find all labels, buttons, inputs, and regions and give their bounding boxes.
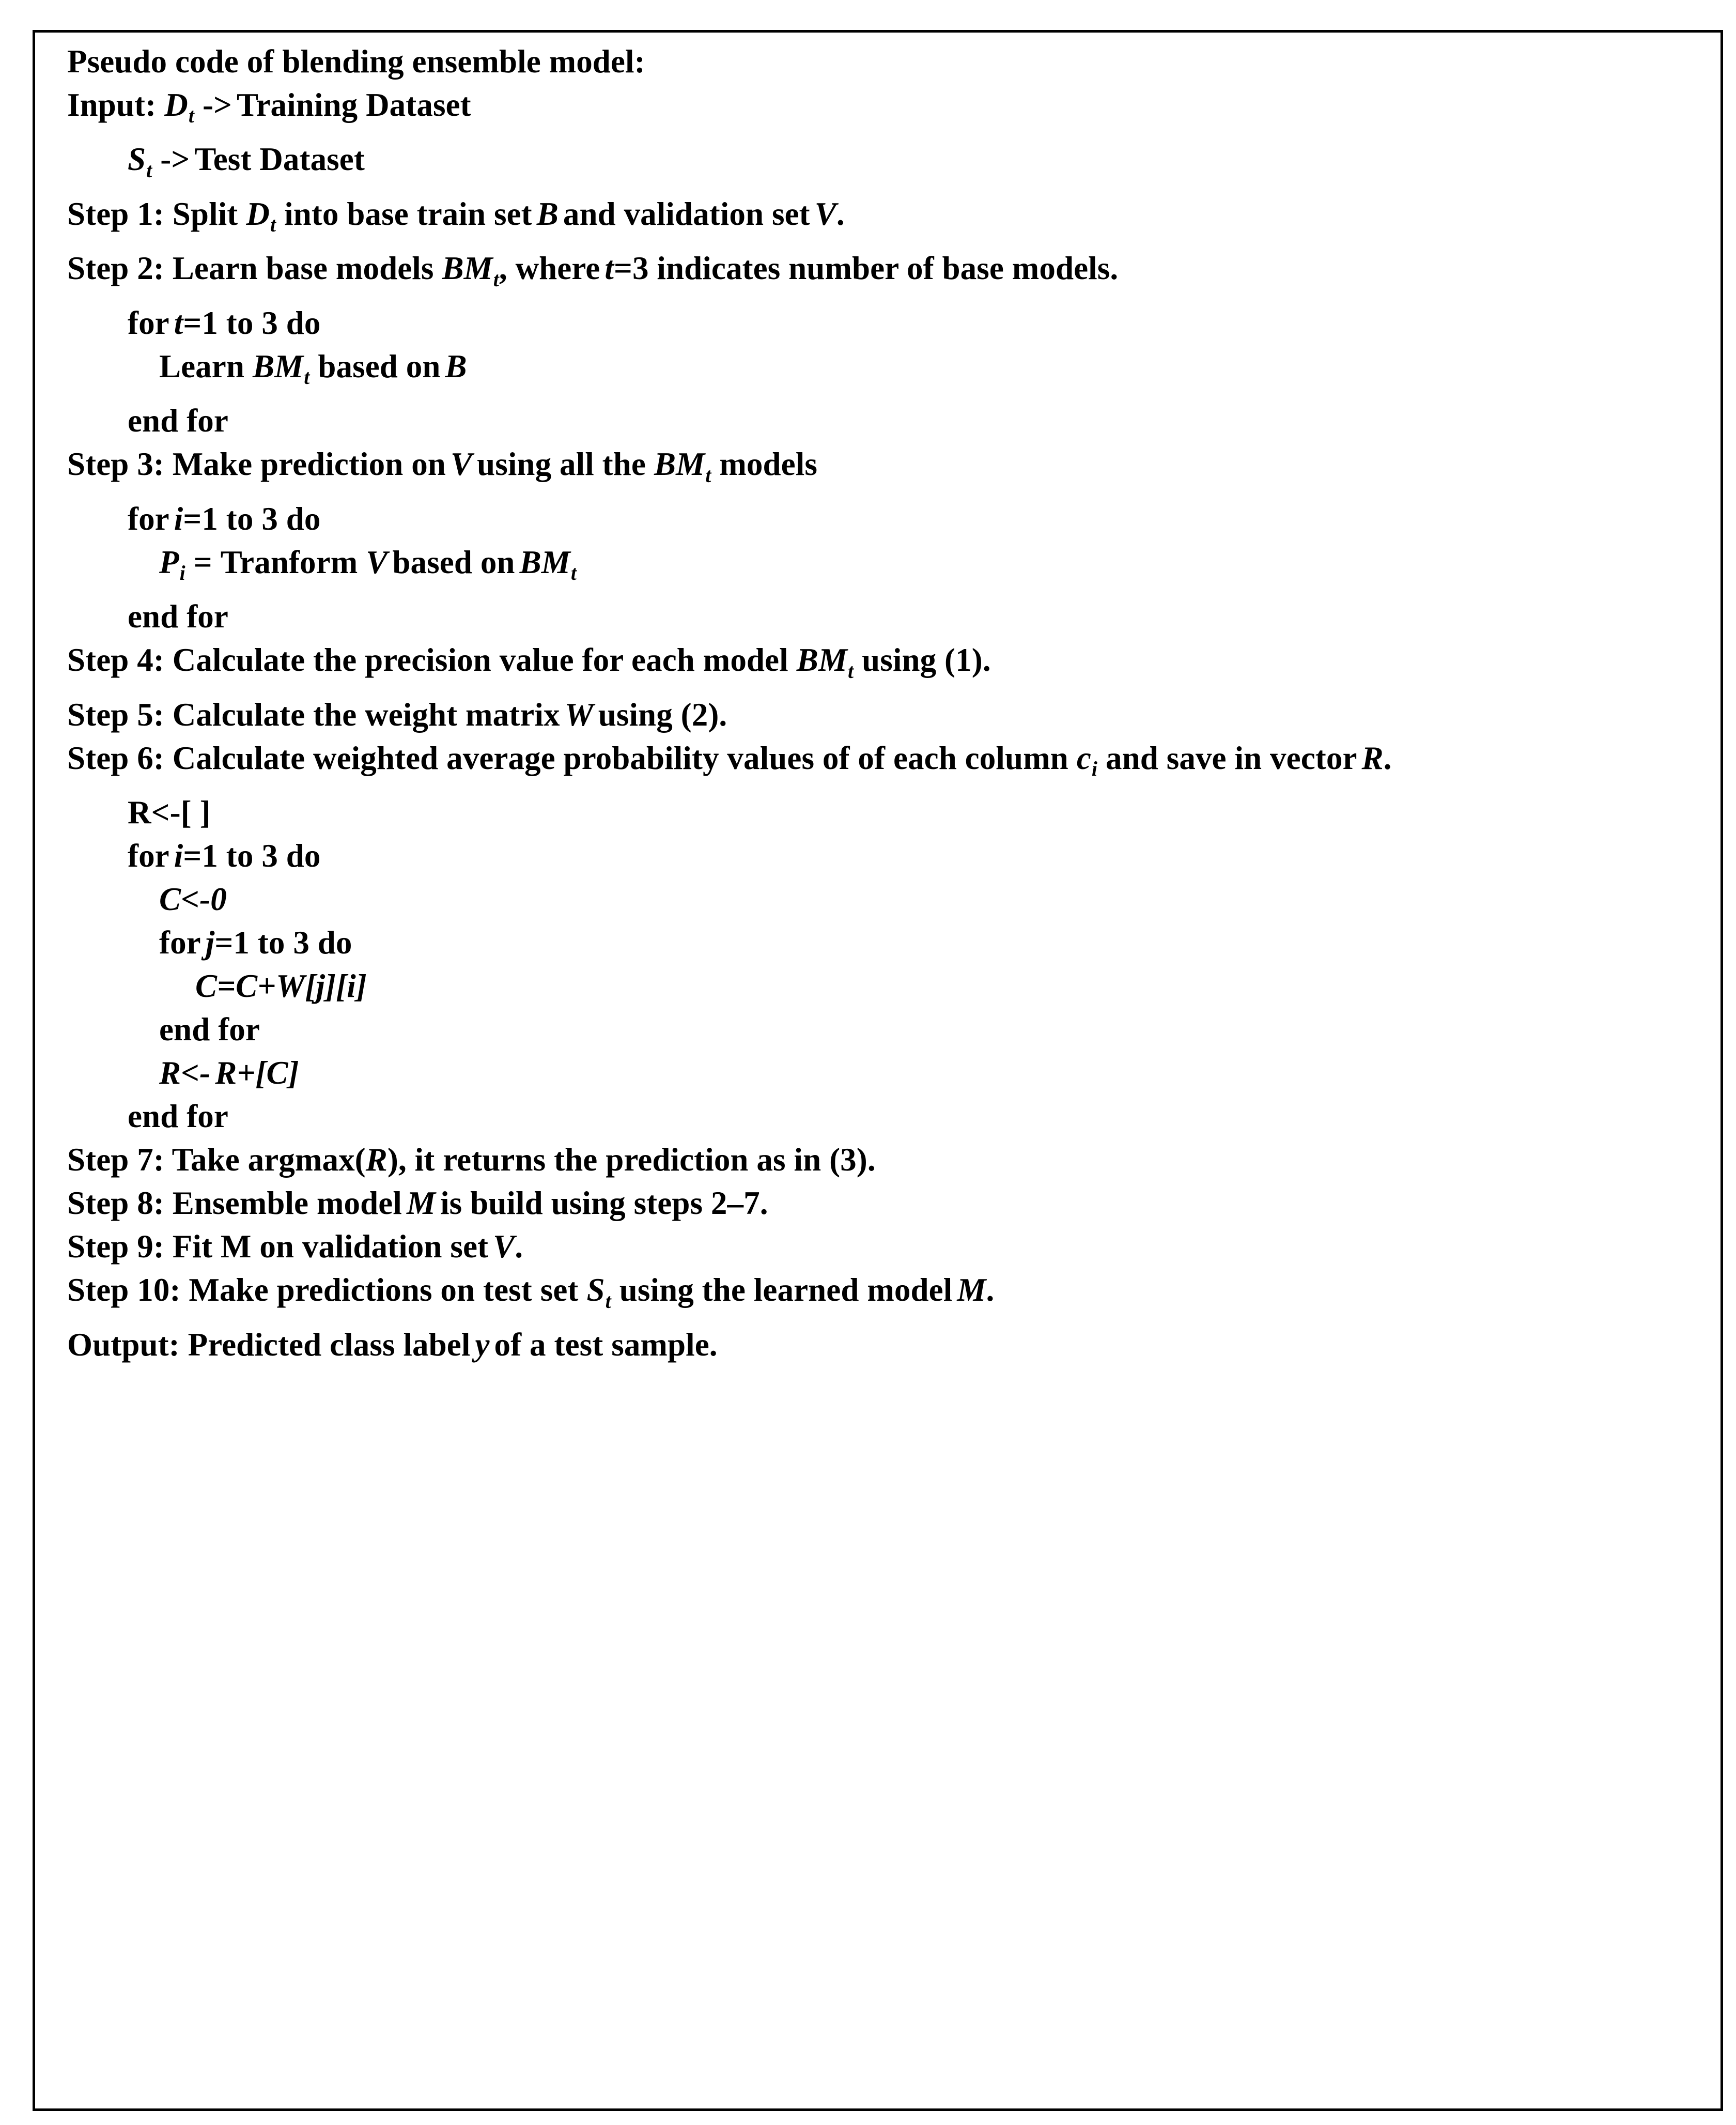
step-3-prefix: Step 3: Make prediction on (67, 446, 446, 483)
step-6-prefix: Step 6: Calculate weighted average probability values of of each column (67, 740, 1068, 776)
output-suffix: of a test sample. (494, 1326, 718, 1363)
step-9-suffix: . (515, 1228, 523, 1265)
learn-var-b: B (445, 348, 467, 384)
end-for-line-1 (67, 399, 1711, 442)
input-training-line (67, 83, 1711, 137)
step-6-subscript: i (1091, 758, 1097, 781)
loop-var-i: i (174, 838, 183, 874)
for-keyword: for (128, 304, 169, 341)
step-5-line (67, 693, 1711, 736)
arrow-glyph: -> (202, 87, 233, 123)
equals-sign: = (217, 968, 236, 1005)
step-1-var-b: B (536, 195, 559, 232)
end-for-text: end for (128, 1098, 228, 1135)
step-8-var-m: M (406, 1185, 436, 1222)
end-for-line-2 (67, 595, 1711, 638)
for-i-suffix: =1 to 3 do (183, 838, 321, 874)
for-i-loop-line-1 (67, 497, 1711, 541)
bracket-close-open: ][ (325, 968, 347, 1005)
learn-keyword: Learn (159, 348, 244, 384)
learn-subscript: t (304, 366, 310, 389)
step-4-line (67, 638, 1711, 692)
loop-var-t: t (174, 304, 183, 341)
step-3-subscript: t (705, 464, 711, 487)
plus-sign: + (257, 968, 276, 1005)
r-init-text: R<-[ ] (128, 794, 211, 831)
step-5-var-w: W (564, 696, 594, 733)
loop-var-j: j (205, 925, 215, 961)
c-init-var: C (159, 881, 181, 918)
step-10-subscript: t (605, 1289, 611, 1313)
step-2-var-t: t (605, 250, 614, 287)
step-2-mid: , where (499, 250, 600, 287)
tranform-keyword: Tranform (220, 544, 358, 580)
for-t-loop-line (67, 301, 1711, 345)
input-label: Input: (67, 87, 157, 123)
step-3-line (67, 442, 1711, 497)
step-1-subscript: t (270, 213, 276, 237)
learn-bm-line (67, 345, 1711, 399)
c-accum-rhs: C (236, 968, 258, 1005)
step-1-suffix: . (836, 195, 845, 232)
step-10-prefix: Step 10: Make predictions on test set (67, 1272, 579, 1308)
step-6-var-r: R (1361, 740, 1384, 776)
c-init-suffix: <-0 (181, 881, 227, 918)
index-var-j: j (316, 968, 326, 1005)
for-keyword: for (128, 500, 169, 537)
c-init-line (67, 877, 1711, 921)
step-2-prefix: Step 2: Learn base models (67, 250, 434, 287)
r-accum-rhs: R (215, 1055, 237, 1091)
step-4-symbol: BM (796, 642, 847, 679)
p-symbol-bm: BM (519, 544, 570, 580)
test-dataset-text: Test Dataset (194, 141, 365, 178)
step-10-mid: using the learned model (619, 1272, 953, 1308)
step-2-symbol: BM (442, 250, 493, 287)
step-3-var-v: V (450, 446, 473, 483)
step-3-mid: using all the (477, 446, 646, 483)
end-for-text: end for (159, 1011, 260, 1048)
step-5-suffix: using (2). (598, 696, 727, 733)
step-6-line (67, 736, 1711, 791)
assign-arrow: <- (181, 1055, 211, 1091)
test-subscript: t (146, 159, 152, 182)
for-j-loop-line (67, 921, 1711, 964)
p-mid: based on (392, 544, 515, 580)
c-accum-lhs: C (195, 968, 218, 1005)
p-subscript: i (179, 562, 185, 585)
index-var-i: i (347, 968, 356, 1005)
output-prefix: Output: Predicted class label (67, 1326, 471, 1363)
step-10-var-m: M (957, 1272, 986, 1308)
end-for-text: end for (128, 598, 228, 635)
algorithm-title (67, 40, 1711, 83)
step-1-mid2: and validation set (563, 195, 810, 232)
step-6-mid: and save in vector (1106, 740, 1357, 776)
output-var-y: y (475, 1326, 490, 1363)
for-i-suffix: =1 to 3 do (183, 500, 321, 537)
step-10-suffix: . (986, 1272, 995, 1308)
training-dataset-text: Training Dataset (237, 87, 471, 123)
step-2-line (67, 247, 1711, 301)
step-1-line (67, 192, 1711, 247)
step-8-suffix: is build using steps 2–7. (440, 1185, 768, 1222)
loop-var-i: i (174, 500, 183, 537)
step-7-var-r: R (365, 1142, 388, 1178)
output-line (67, 1323, 1711, 1366)
algorithm-frame (33, 30, 1723, 2111)
step-6-suffix: . (1383, 740, 1392, 776)
step-1-mid: into base train set (284, 195, 532, 232)
step-3-symbol: BM (654, 446, 705, 483)
step-7-suffix: ), it returns the prediction as in (3). (387, 1142, 876, 1178)
step-4-subscript: t (847, 659, 854, 683)
step-9-line (67, 1225, 1711, 1268)
r-accumulate-line (67, 1051, 1711, 1095)
step-2-subscript: t (493, 268, 499, 291)
step-4-suffix: using (1). (862, 642, 991, 679)
input-test-line (67, 137, 1711, 192)
step-1-symbol: D (246, 195, 270, 232)
weight-matrix-var: W (276, 968, 305, 1005)
plus-bracket: +[ (237, 1055, 267, 1091)
for-t-suffix: =1 to 3 do (183, 304, 321, 341)
bracket-open-1: [ (305, 968, 316, 1005)
end-for-text: end for (128, 403, 228, 439)
r-init-line (67, 791, 1711, 834)
title-text: Pseudo code of blending ensemble model: (67, 43, 645, 80)
step-8-prefix: Step 8: Ensemble model (67, 1185, 402, 1222)
step-9-var-v: V (493, 1228, 515, 1265)
algorithm-body (67, 40, 1711, 1366)
for-keyword: for (128, 838, 169, 874)
c-accumulate-line (67, 964, 1711, 1008)
step-9-prefix: Step 9: Fit M on validation set (67, 1228, 489, 1265)
training-symbol: D (164, 87, 188, 123)
r-accum-c: C (266, 1055, 288, 1091)
learn-mid: based on (318, 348, 441, 384)
test-symbol: S (128, 141, 146, 178)
training-subscript: t (188, 104, 194, 128)
step-6-symbol: c (1076, 740, 1091, 776)
arrow-glyph: -> (160, 141, 190, 178)
equals-sign: = (193, 544, 212, 580)
r-accum-lhs: R (159, 1055, 181, 1091)
step-2-suffix: =3 indicates number of base models. (613, 250, 1119, 287)
step-3-suffix: models (719, 446, 817, 483)
step-5-prefix: Step 5: Calculate the weight matrix (67, 696, 560, 733)
step-1-var-v: V (814, 195, 836, 232)
step-10-symbol: S (586, 1272, 605, 1308)
end-for-line-3 (67, 1008, 1711, 1051)
bracket-close: ] (288, 1055, 299, 1091)
step-8-line (67, 1181, 1711, 1225)
step-7-line (67, 1138, 1711, 1181)
bracket-close-2: ] (355, 968, 367, 1005)
p-symbol: P (159, 544, 179, 580)
step-10-line (67, 1268, 1711, 1322)
p-var-v: V (366, 544, 388, 580)
for-i-loop-line-2 (67, 834, 1711, 877)
for-j-suffix: =1 to 3 do (214, 925, 352, 961)
end-for-line-4 (67, 1095, 1711, 1138)
step-4-prefix: Step 4: Calculate the precision value for each model (67, 642, 788, 679)
step-7-prefix: Step 7: Take argmax( (67, 1142, 366, 1178)
p-subscript-t: t (570, 562, 577, 585)
learn-symbol: BM (252, 348, 304, 384)
step-1-prefix: Step 1: Split (67, 195, 238, 232)
p-assign-line (67, 541, 1711, 595)
for-keyword: for (159, 925, 201, 961)
